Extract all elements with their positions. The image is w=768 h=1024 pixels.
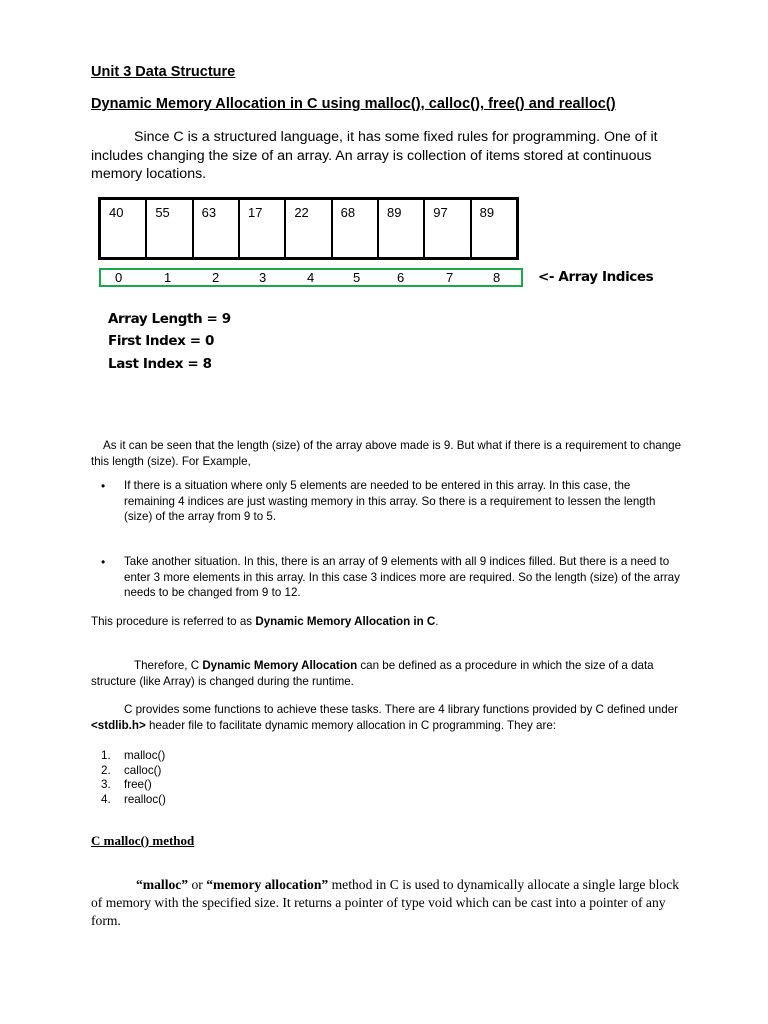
list-item: 2. calloc() <box>101 763 162 777</box>
array-cell: 17 <box>240 200 286 257</box>
array-cell: 63 <box>194 200 240 257</box>
bullet-dot: • <box>101 479 106 493</box>
bullet-dot: • <box>101 555 106 569</box>
last-index-label: Last Index = 8 <box>108 356 212 372</box>
array-values-box <box>98 197 519 260</box>
page-heading: Unit 3 Data Structure <box>91 64 236 80</box>
definition-paragraph: Therefore, C Dynamic Memory Allocation can be defined as a procedure in which the size of a data structure (like Array) is changed during the runtime. <box>91 659 654 688</box>
array-cell: 40 <box>101 200 147 257</box>
bullet-item: Take another situation. In this, there is an array of 9 elements with all 9 indices filled. But there is a need to enter 3 more elements in this array. In this case 3 indices more are required. So the length (size) of the array needs to be changed from 9 to 12. <box>124 555 680 600</box>
functions-list <box>101 748 166 806</box>
array-index: 2 <box>212 270 220 285</box>
array-cell: 22 <box>286 200 332 257</box>
malloc-heading: C malloc() method <box>91 833 195 848</box>
array-cell: 97 <box>425 200 471 257</box>
size-paragraph: As it can be seen that the length (size) of the array above made is 9. But what if there is a requirement to change this length (size). For Example, <box>91 439 682 468</box>
functions-intro-paragraph: C provides some functions to achieve these tasks. There are 4 library functions provided by C defined under <stdlib.h> header file to facilitate dynamic memory allocation in C programming. They are: <box>91 703 679 732</box>
list-item: 4. realloc() <box>101 792 166 806</box>
array-cell: 68 <box>333 200 379 257</box>
procedure-paragraph: This procedure is referred to as Dynamic Memory Allocation in C. <box>91 615 439 628</box>
intro-paragraph: Since C is a structured language, it has some fixed rules for programming. One of it includes changing the size of an array. An array is collection of items stored at continuous memory locations. <box>91 129 658 182</box>
array-cell: 89 <box>379 200 425 257</box>
array-indices-label: <- Array Indices <box>538 269 654 285</box>
array-cell: 89 <box>479 205 495 220</box>
list-item: 3. free() <box>101 778 152 792</box>
array-cell: 55 <box>147 200 193 257</box>
array-index: 6 <box>397 270 405 285</box>
list-item: 1. malloc() <box>101 749 166 762</box>
array-length-label: Array Length = 9 <box>108 311 231 327</box>
array-index: 0 <box>115 270 123 285</box>
first-index-label: First Index = 0 <box>108 333 214 349</box>
array-indices-box <box>99 268 523 287</box>
array-index: 4 <box>307 270 315 285</box>
malloc-paragraph: “malloc” or “memory allocation” method in C is used to dynamically allocate a single large block of memory with the specified size. It returns a pointer of type void which can be cast into a pointer of any form. <box>91 877 680 928</box>
array-index: 5 <box>353 270 361 285</box>
array-index: 3 <box>259 270 267 285</box>
array-index: 8 <box>493 270 501 285</box>
array-index: 7 <box>446 270 454 285</box>
section-title: Dynamic Memory Allocation in C using malloc(), calloc(), free() and realloc() <box>91 96 616 112</box>
bullet-item: If there is a situation where only 5 elements are needed to be entered in this array. In this case, the remaining 4 indices are just wasting memory in this array. So there is a requirement to lessen the length (size) of the array from 9 to 5. <box>124 479 656 524</box>
array-index: 1 <box>164 270 172 285</box>
